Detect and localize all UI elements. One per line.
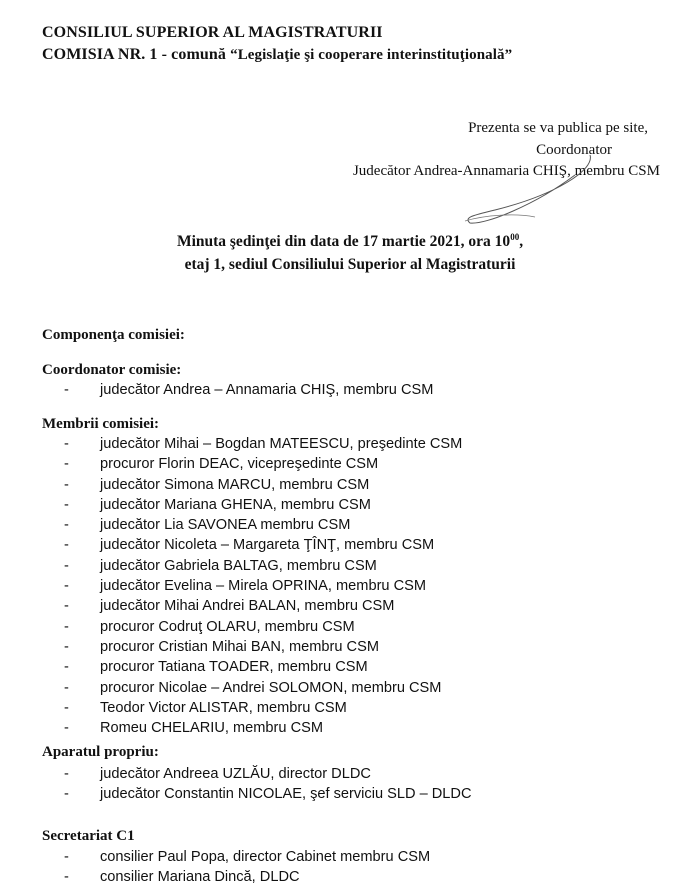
list-dash: - xyxy=(64,766,69,782)
list-dash: - xyxy=(64,578,69,595)
handwritten-signature xyxy=(455,155,655,230)
list-item xyxy=(64,678,462,698)
list-dash: - xyxy=(64,382,69,398)
list-dash: - xyxy=(64,720,69,737)
list-item xyxy=(64,434,462,454)
list-item-text: procuror Tatiana TOADER, membru CSM xyxy=(100,659,368,676)
list-item-text: Romeu CHELARIU, membru CSM xyxy=(100,720,324,737)
list-item xyxy=(64,657,462,677)
list-item xyxy=(64,867,430,887)
list-item xyxy=(64,380,433,400)
list-item xyxy=(64,617,462,637)
list-dash: - xyxy=(64,679,69,696)
list-item xyxy=(64,576,462,596)
composition-heading: Componenţa comisiei: xyxy=(42,327,185,343)
commission-title-name: “Legislaţie şi cooperare interinstituţională” xyxy=(230,47,513,63)
list-item-text: procuror Florin DEAC, vicepreşedinte CSM xyxy=(100,456,379,473)
minute-title-text: Minuta şedinţei din data de 17 martie 2021, ora 10 xyxy=(176,233,511,250)
list-item-text: judecător Constantin NICOLAE, şef serviciu SLD – DLDC xyxy=(100,786,472,803)
list-item xyxy=(64,718,462,738)
list-item xyxy=(64,637,462,657)
list-item-text: judecător Nicoleta – Margareta ŢÎNŢ, membru CSM xyxy=(100,537,435,554)
coordinator-role: Coordonator xyxy=(536,142,612,158)
list-dash: - xyxy=(64,638,69,655)
list-item xyxy=(64,764,472,784)
list-dash: - xyxy=(64,786,69,803)
list-dash: - xyxy=(64,496,69,513)
own-apparatus-list xyxy=(64,764,472,805)
list-dash: - xyxy=(64,557,69,574)
list-dash: - xyxy=(64,476,69,493)
coordinator-heading: Coordonator comisie: xyxy=(42,362,182,378)
list-dash: - xyxy=(64,659,69,676)
list-item-text: procuror Nicolae – Andrei SOLOMON, membru CSM xyxy=(100,679,442,696)
commission-title-prefix: COMISIA NR. 1 - comună xyxy=(42,46,231,63)
list-dash: - xyxy=(64,699,69,716)
minute-title-line1 xyxy=(0,233,700,251)
list-item xyxy=(64,454,462,474)
list-item xyxy=(64,698,462,718)
list-item-text: judecător Mihai Andrei BALAN, membru CSM xyxy=(100,598,395,615)
list-item xyxy=(64,784,472,804)
list-item-text: judecător Gabriela BALTAG, membru CSM xyxy=(100,557,377,574)
list-item-text: consilier Paul Popa, director Cabinet membru CSM xyxy=(100,849,431,865)
list-item xyxy=(64,847,430,867)
list-item-text: judecător Mariana GHENA, membru CSM xyxy=(100,496,371,513)
list-item-text: judecător Simona MARCU, membru CSM xyxy=(100,476,370,493)
minute-title-line2: etaj 1, sediul Consiliului Superior al Magistraturii xyxy=(184,256,516,273)
list-item xyxy=(64,515,462,535)
list-dash: - xyxy=(64,869,69,886)
list-item-text: judecător Andreea UZLĂU, director DLDC xyxy=(100,766,371,782)
list-item-text: judecător Lia SAVONEA membru CSM xyxy=(100,517,351,534)
list-item-text: procuror Codruţ OLARU, membru CSM xyxy=(100,618,355,635)
list-item-text: Teodor Victor ALISTAR, membru CSM xyxy=(100,699,347,716)
own-apparatus-heading: Aparatul propriu: xyxy=(42,744,159,760)
list-item-text: judecător Andrea – Annamaria CHIŞ, membru CSM xyxy=(100,382,434,398)
list-item xyxy=(64,535,462,555)
list-item-text: procuror Cristian Mihai BAN, membru CSM xyxy=(100,638,379,655)
members-heading: Membrii comisiei: xyxy=(42,416,160,432)
publish-note: Prezenta se va publica pe site, xyxy=(468,120,648,136)
list-item xyxy=(64,556,462,576)
list-dash: - xyxy=(64,537,69,554)
coordinator-signature-name: Judecător Andrea-Annamaria CHIŞ, membru CSM xyxy=(352,163,660,179)
list-dash: - xyxy=(64,849,69,865)
list-dash: - xyxy=(64,618,69,635)
council-title: CONSILIUL SUPERIOR AL MAGISTRATURII xyxy=(42,24,383,41)
list-item xyxy=(64,495,462,515)
list-item xyxy=(64,596,462,616)
secretariat-heading: Secretariat C1 xyxy=(42,828,135,844)
list-item xyxy=(64,475,462,495)
list-dash: - xyxy=(64,456,69,473)
coordinator-list xyxy=(64,380,433,400)
minute-title-end: , xyxy=(519,233,524,250)
list-dash: - xyxy=(64,436,69,452)
members-list xyxy=(64,434,462,738)
minute-time-superscript: 00 xyxy=(510,232,520,242)
list-item-text: consilier Mariana Dincă, DLDC xyxy=(100,869,300,886)
list-dash: - xyxy=(64,598,69,615)
list-item-text: judecător Mihai – Bogdan MATEESCU, preşedinte CSM xyxy=(100,436,463,452)
commission-title xyxy=(42,46,512,64)
list-dash: - xyxy=(64,517,69,534)
secretariat-list xyxy=(64,847,430,888)
list-item-text: judecător Evelina – Mirela OPRINA, membru CSM xyxy=(100,578,427,595)
